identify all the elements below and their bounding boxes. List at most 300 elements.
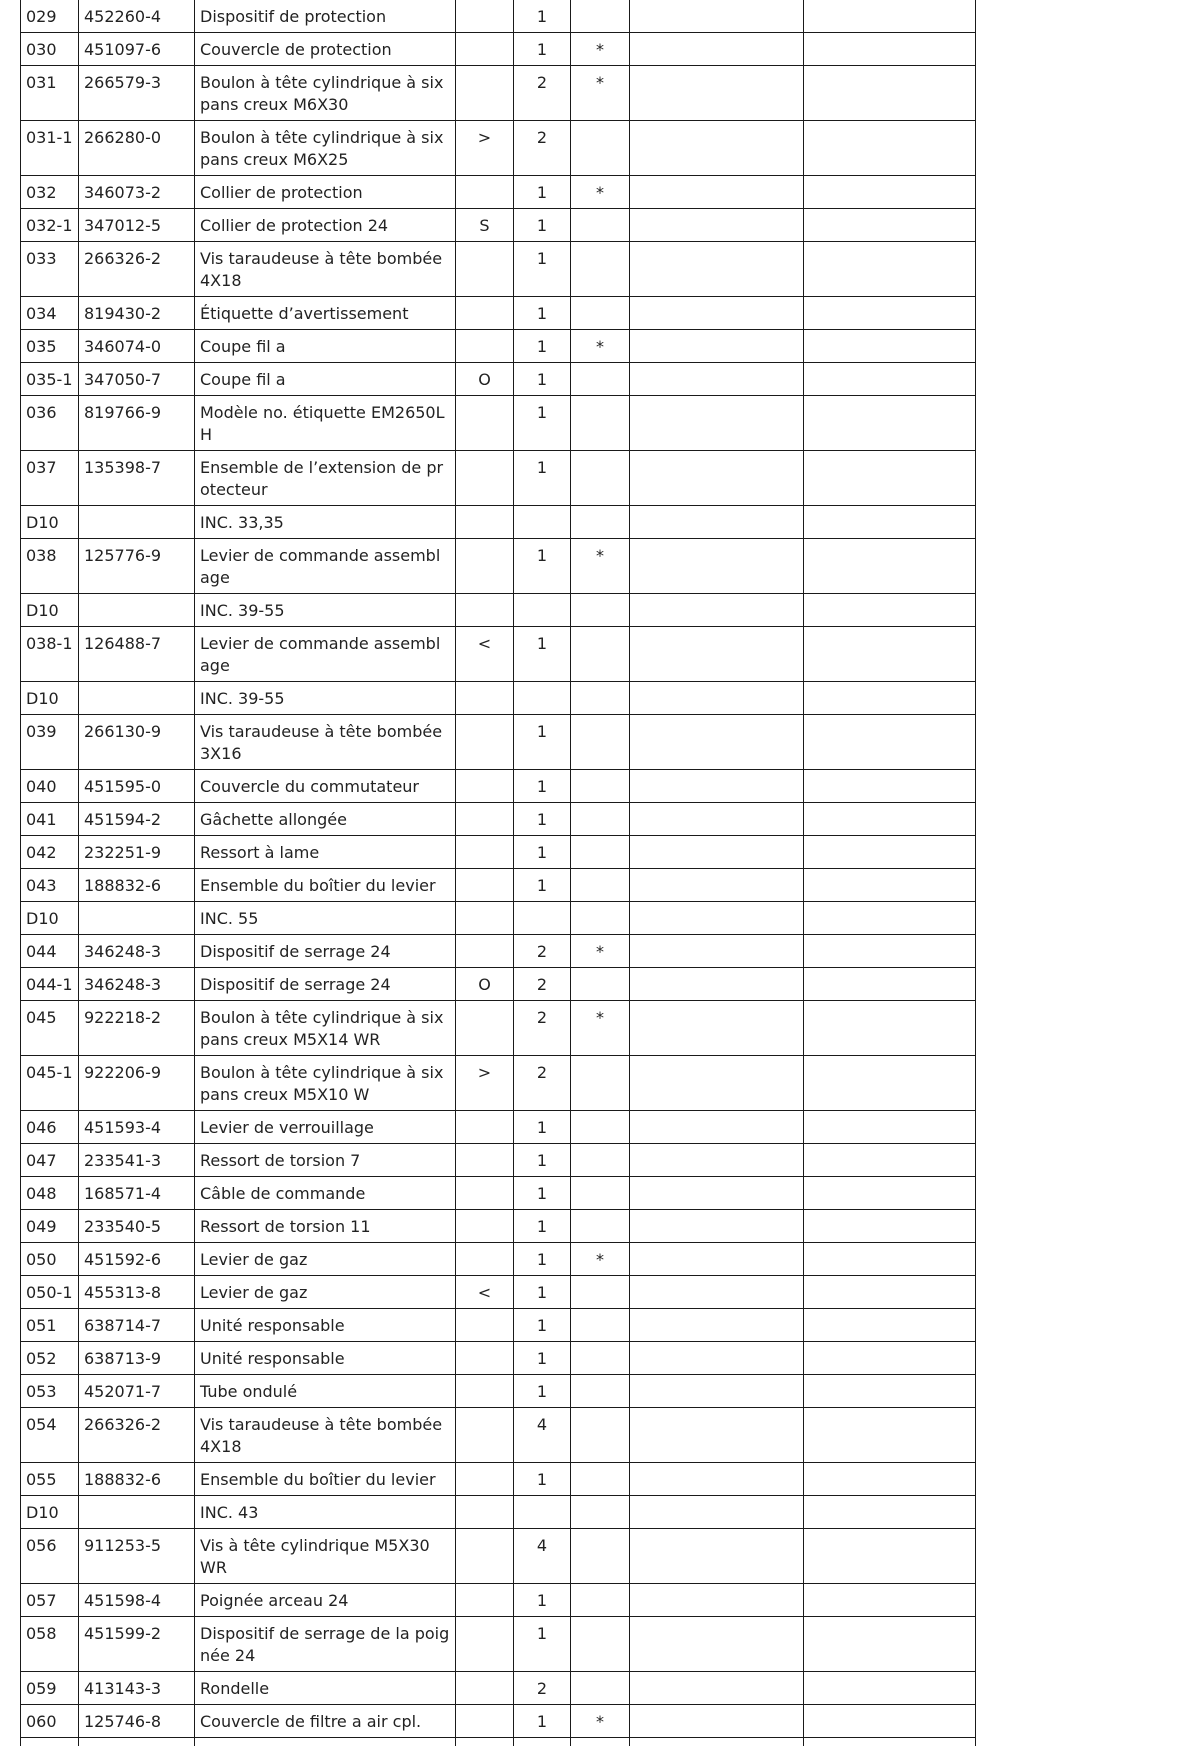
note-mark-cell: * — [571, 539, 630, 594]
marker-cell — [456, 682, 514, 715]
ref-cell: D10 — [21, 682, 79, 715]
blank-cell — [630, 396, 804, 451]
description-cell: Étiquette d’avertissement — [195, 297, 456, 330]
blank-cell — [630, 682, 804, 715]
quantity-cell: 1 — [514, 1617, 571, 1672]
quantity-cell — [514, 594, 571, 627]
blank-cell — [804, 1672, 976, 1705]
table-row — [21, 803, 976, 836]
marker-cell — [456, 1243, 514, 1276]
quantity-cell: 1 — [514, 1584, 571, 1617]
note-mark-cell — [571, 396, 630, 451]
quantity-cell: 1 — [514, 33, 571, 66]
marker-cell — [456, 1177, 514, 1210]
blank-cell — [630, 1309, 804, 1342]
note-mark-cell — [571, 242, 630, 297]
note-mark-cell: * — [571, 330, 630, 363]
blank-cell — [630, 451, 804, 506]
description-cell: INC. 43 — [195, 1496, 456, 1529]
description-cell: INC. 39-55 — [195, 682, 456, 715]
marker-cell — [456, 1496, 514, 1529]
table-row — [21, 1001, 976, 1056]
description-cell: Unité responsable — [195, 1342, 456, 1375]
blank-cell — [804, 1705, 976, 1738]
note-mark-cell — [571, 0, 630, 33]
quantity-cell: 1 — [514, 1111, 571, 1144]
blank-cell — [804, 176, 976, 209]
part-number-cell: 455313-8 — [79, 1276, 195, 1309]
description-cell: Ressort à lame — [195, 836, 456, 869]
blank-cell — [804, 836, 976, 869]
ref-cell: 031-1 — [21, 121, 79, 176]
quantity-cell: 2 — [514, 1056, 571, 1111]
quantity-cell: 2 — [514, 1672, 571, 1705]
blank-cell — [630, 66, 804, 121]
ref-cell: D10 — [21, 902, 79, 935]
marker-cell — [456, 0, 514, 33]
ref-cell: 035 — [21, 330, 79, 363]
table-row — [21, 1210, 976, 1243]
marker-cell — [456, 539, 514, 594]
description-cell: Levier de commande assemblage — [195, 539, 456, 594]
blank-cell — [804, 1276, 976, 1309]
quantity-cell: 1 — [514, 1309, 571, 1342]
blank-cell — [630, 1243, 804, 1276]
part-number-cell: 346074-0 — [79, 330, 195, 363]
part-number-cell: 266326-2 — [79, 1408, 195, 1463]
marker-cell — [456, 1463, 514, 1496]
description-cell: Ressort de torsion 11 — [195, 1210, 456, 1243]
note-mark-cell — [571, 682, 630, 715]
marker-cell — [456, 1408, 514, 1463]
ref-cell: 039 — [21, 715, 79, 770]
ref-cell: 030 — [21, 33, 79, 66]
ref-cell: 037 — [21, 451, 79, 506]
description-cell: Levier de commande assemblage — [195, 627, 456, 682]
quantity-cell — [514, 682, 571, 715]
quantity-cell: 1 — [514, 770, 571, 803]
marker-cell — [456, 836, 514, 869]
description-cell: Unité responsable — [195, 1309, 456, 1342]
part-number-cell: 346248-3 — [79, 935, 195, 968]
marker-cell — [456, 1111, 514, 1144]
table-row — [21, 1177, 976, 1210]
blank-cell — [804, 1056, 976, 1111]
ref-cell: 033 — [21, 242, 79, 297]
quantity-cell — [514, 506, 571, 539]
ref-cell: 038-1 — [21, 627, 79, 682]
blank-cell — [804, 539, 976, 594]
marker-cell — [456, 803, 514, 836]
blank-cell — [630, 363, 804, 396]
note-mark-cell: * — [571, 1705, 630, 1738]
note-mark-cell — [571, 1463, 630, 1496]
note-mark-cell — [571, 1276, 630, 1309]
blank-cell — [630, 1408, 804, 1463]
part-number-cell: 346248-3 — [79, 968, 195, 1001]
table-row — [21, 121, 976, 176]
description-cell: Couvercle de protection — [195, 33, 456, 66]
part-number-cell — [79, 682, 195, 715]
blank-cell — [804, 1243, 976, 1276]
ref-cell: 049 — [21, 1210, 79, 1243]
table-row — [21, 363, 976, 396]
description-cell: Ensemble du boîtier du levier — [195, 869, 456, 902]
ref-cell: 045-1 — [21, 1056, 79, 1111]
description-cell: Dispositif de protection — [195, 0, 456, 33]
ref-cell: 050-1 — [21, 1276, 79, 1309]
marker-cell — [456, 869, 514, 902]
description-cell: Coupe fil a — [195, 363, 456, 396]
blank-cell — [630, 209, 804, 242]
blank-cell — [804, 682, 976, 715]
description-cell: Câble de commande — [195, 1177, 456, 1210]
part-number-cell: 135398-7 — [79, 451, 195, 506]
blank-cell — [630, 1705, 804, 1738]
ref-cell: 050 — [21, 1243, 79, 1276]
marker-cell — [456, 1705, 514, 1738]
note-mark-cell — [571, 1342, 630, 1375]
blank-cell — [804, 121, 976, 176]
note-mark-cell: * — [571, 176, 630, 209]
blank-cell — [804, 968, 976, 1001]
blank-cell — [630, 594, 804, 627]
ref-cell: D10 — [21, 594, 79, 627]
table-row — [21, 968, 976, 1001]
table-row — [21, 715, 976, 770]
table-row — [21, 539, 976, 594]
blank-cell — [630, 1672, 804, 1705]
description-cell: Vis taraudeuse à tête bombée 4X18 — [195, 1408, 456, 1463]
part-number-cell: 922218-2 — [79, 1001, 195, 1056]
note-mark-cell — [571, 1496, 630, 1529]
blank-cell — [630, 297, 804, 330]
quantity-cell: 1 — [514, 1144, 571, 1177]
blank-cell — [79, 1738, 195, 1746]
marker-cell — [456, 770, 514, 803]
note-mark-cell — [571, 836, 630, 869]
quantity-cell: 1 — [514, 297, 571, 330]
table-row — [21, 1529, 976, 1584]
description-cell: Vis taraudeuse à tête bombée 4X18 — [195, 242, 456, 297]
quantity-cell: 2 — [514, 121, 571, 176]
blank-cell — [804, 935, 976, 968]
quantity-cell — [514, 1496, 571, 1529]
part-number-cell: 413143-3 — [79, 1672, 195, 1705]
quantity-cell: 1 — [514, 396, 571, 451]
blank-cell — [630, 902, 804, 935]
blank-cell — [804, 869, 976, 902]
marker-cell: < — [456, 627, 514, 682]
part-number-cell: 451598-4 — [79, 1584, 195, 1617]
table-row — [21, 1243, 976, 1276]
ref-cell: 031 — [21, 66, 79, 121]
ref-cell: 045 — [21, 1001, 79, 1056]
quantity-cell: 1 — [514, 1375, 571, 1408]
description-cell: Boulon à tête cylindrique à six pans creux M5X14 WR — [195, 1001, 456, 1056]
blank-cell — [571, 1738, 630, 1746]
quantity-cell: 1 — [514, 1177, 571, 1210]
part-number-cell: 233541-3 — [79, 1144, 195, 1177]
table-row — [21, 33, 976, 66]
table-row — [21, 935, 976, 968]
quantity-cell: 1 — [514, 209, 571, 242]
description-cell: Vis taraudeuse à tête bombée 3X16 — [195, 715, 456, 770]
note-mark-cell: * — [571, 935, 630, 968]
part-number-cell: 125746-8 — [79, 1705, 195, 1738]
marker-cell — [456, 1375, 514, 1408]
ref-cell: D10 — [21, 506, 79, 539]
table-row — [21, 1617, 976, 1672]
part-number-cell: 266280-0 — [79, 121, 195, 176]
table-row — [21, 1144, 976, 1177]
quantity-cell: 1 — [514, 869, 571, 902]
table-row — [21, 869, 976, 902]
marker-cell — [456, 1584, 514, 1617]
blank-cell — [21, 1738, 79, 1746]
marker-cell — [456, 1529, 514, 1584]
part-number-cell: 347050-7 — [79, 363, 195, 396]
part-number-cell: 232251-9 — [79, 836, 195, 869]
blank-cell — [804, 330, 976, 363]
quantity-cell: 1 — [514, 1210, 571, 1243]
description-cell: Gâchette allongée — [195, 803, 456, 836]
part-number-cell: 266579-3 — [79, 66, 195, 121]
blank-cell — [630, 0, 804, 33]
part-number-cell: 347012-5 — [79, 209, 195, 242]
ref-cell: 032-1 — [21, 209, 79, 242]
part-number-cell — [79, 506, 195, 539]
table-row — [21, 209, 976, 242]
part-number-cell: 451594-2 — [79, 803, 195, 836]
table-row — [21, 1408, 976, 1463]
blank-cell — [630, 770, 804, 803]
note-mark-cell: * — [571, 66, 630, 121]
parts-table-body — [21, 0, 976, 1746]
table-row — [21, 682, 976, 715]
ref-cell: 029 — [21, 0, 79, 33]
ref-cell: 044 — [21, 935, 79, 968]
marker-cell — [456, 396, 514, 451]
description-cell: Boulon à tête cylindrique à six pans creux M6X25 — [195, 121, 456, 176]
description-cell: INC. 39-55 — [195, 594, 456, 627]
note-mark-cell — [571, 1111, 630, 1144]
table-row — [21, 1111, 976, 1144]
marker-cell — [456, 297, 514, 330]
note-mark-cell — [571, 1210, 630, 1243]
description-cell: Dispositif de serrage de la poignée 24 — [195, 1617, 456, 1672]
table-row — [21, 242, 976, 297]
quantity-cell: 1 — [514, 1705, 571, 1738]
table-row — [21, 1496, 976, 1529]
part-number-cell: 168571-4 — [79, 1177, 195, 1210]
note-mark-cell — [571, 451, 630, 506]
note-mark-cell — [571, 627, 630, 682]
part-number-cell: 125776-9 — [79, 539, 195, 594]
part-number-cell: 266130-9 — [79, 715, 195, 770]
ref-cell: 056 — [21, 1529, 79, 1584]
table-row — [21, 66, 976, 121]
description-cell: Dispositif de serrage 24 — [195, 935, 456, 968]
blank-cell — [630, 539, 804, 594]
marker-cell — [456, 715, 514, 770]
ref-cell: 060 — [21, 1705, 79, 1738]
marker-cell — [456, 66, 514, 121]
description-cell: Levier de gaz — [195, 1243, 456, 1276]
marker-cell: S — [456, 209, 514, 242]
marker-cell — [456, 1617, 514, 1672]
blank-cell — [804, 770, 976, 803]
blank-cell — [804, 396, 976, 451]
blank-cell — [804, 1144, 976, 1177]
ref-cell: D10 — [21, 1496, 79, 1529]
marker-cell: O — [456, 968, 514, 1001]
parts-table — [20, 0, 976, 1746]
description-cell: Ressort de torsion 7 — [195, 1144, 456, 1177]
marker-cell — [456, 330, 514, 363]
table-row — [21, 1584, 976, 1617]
note-mark-cell — [571, 1375, 630, 1408]
ref-cell: 057 — [21, 1584, 79, 1617]
table-row — [21, 297, 976, 330]
note-mark-cell: * — [571, 1243, 630, 1276]
blank-cell — [804, 1342, 976, 1375]
ref-cell: 053 — [21, 1375, 79, 1408]
blank-cell — [804, 1617, 976, 1672]
blank-cell — [804, 1177, 976, 1210]
part-number-cell: 452260-4 — [79, 0, 195, 33]
part-number-cell: 233540-5 — [79, 1210, 195, 1243]
description-cell: Dispositif de serrage 24 — [195, 968, 456, 1001]
note-mark-cell — [571, 121, 630, 176]
marker-cell — [456, 594, 514, 627]
table-row — [21, 330, 976, 363]
blank-cell — [630, 1342, 804, 1375]
description-cell: Boulon à tête cylindrique à six pans creux M6X30 — [195, 66, 456, 121]
table-row — [21, 770, 976, 803]
ref-cell: 051 — [21, 1309, 79, 1342]
description-cell: Coupe fil a — [195, 330, 456, 363]
part-number-cell: 451592-6 — [79, 1243, 195, 1276]
blank-cell — [630, 935, 804, 968]
ref-cell: 048 — [21, 1177, 79, 1210]
blank-cell — [804, 803, 976, 836]
marker-cell — [456, 242, 514, 297]
table-row — [21, 836, 976, 869]
blank-cell — [804, 1375, 976, 1408]
quantity-cell: 1 — [514, 176, 571, 209]
blank-cell — [804, 209, 976, 242]
note-mark-cell — [571, 209, 630, 242]
ref-cell: 038 — [21, 539, 79, 594]
blank-cell — [630, 627, 804, 682]
part-number-cell: 451593-4 — [79, 1111, 195, 1144]
blank-cell — [804, 1309, 976, 1342]
description-cell: Levier de gaz — [195, 1276, 456, 1309]
blank-cell — [514, 1738, 571, 1746]
quantity-cell — [514, 902, 571, 935]
marker-cell: > — [456, 121, 514, 176]
blank-cell — [630, 242, 804, 297]
quantity-cell: 1 — [514, 539, 571, 594]
description-cell: Collier de protection — [195, 176, 456, 209]
blank-cell — [630, 506, 804, 539]
blank-cell — [804, 1111, 976, 1144]
ref-cell: 040 — [21, 770, 79, 803]
quantity-cell: 2 — [514, 968, 571, 1001]
blank-cell — [804, 1001, 976, 1056]
description-cell: Ensemble du boîtier du levier — [195, 1463, 456, 1496]
quantity-cell: 1 — [514, 836, 571, 869]
part-number-cell: 922206-9 — [79, 1056, 195, 1111]
note-mark-cell — [571, 1617, 630, 1672]
description-cell: Couvercle du commutateur — [195, 770, 456, 803]
quantity-cell: 2 — [514, 1001, 571, 1056]
blank-cell — [630, 176, 804, 209]
description-cell: Couvercle de filtre a air cpl. — [195, 1705, 456, 1738]
blank-cell — [804, 1496, 976, 1529]
table-row — [21, 1309, 976, 1342]
quantity-cell: 1 — [514, 1342, 571, 1375]
table-row — [21, 1705, 976, 1738]
quantity-cell: 1 — [514, 451, 571, 506]
note-mark-cell — [571, 803, 630, 836]
table-row — [21, 1056, 976, 1111]
blank-cell — [630, 1463, 804, 1496]
ref-cell: 054 — [21, 1408, 79, 1463]
blank-cell — [630, 33, 804, 66]
marker-cell — [456, 451, 514, 506]
part-number-cell: 188832-6 — [79, 1463, 195, 1496]
marker-cell — [456, 1342, 514, 1375]
ref-cell: 052 — [21, 1342, 79, 1375]
ref-cell: 041 — [21, 803, 79, 836]
note-mark-cell — [571, 1672, 630, 1705]
part-number-cell — [79, 902, 195, 935]
blank-cell — [630, 1375, 804, 1408]
marker-cell — [456, 1001, 514, 1056]
blank-cell — [804, 506, 976, 539]
marker-cell — [456, 1210, 514, 1243]
note-mark-cell: * — [571, 33, 630, 66]
blank-cell — [804, 1463, 976, 1496]
blank-cell — [630, 1056, 804, 1111]
table-row — [21, 1463, 976, 1496]
note-mark-cell — [571, 770, 630, 803]
blank-cell — [630, 1144, 804, 1177]
blank-cell — [804, 627, 976, 682]
blank-cell — [804, 1584, 976, 1617]
quantity-cell: 1 — [514, 363, 571, 396]
table-row — [21, 396, 976, 451]
note-mark-cell — [571, 1529, 630, 1584]
note-mark-cell — [571, 902, 630, 935]
ref-cell: 059 — [21, 1672, 79, 1705]
note-mark-cell — [571, 1309, 630, 1342]
blank-cell — [804, 1738, 976, 1746]
note-mark-cell — [571, 1144, 630, 1177]
blank-cell — [630, 1210, 804, 1243]
blank-cell — [630, 1738, 804, 1746]
ref-cell: 055 — [21, 1463, 79, 1496]
part-number-cell: 346073-2 — [79, 176, 195, 209]
note-mark-cell — [571, 506, 630, 539]
description-cell: INC. 33,35 — [195, 506, 456, 539]
description-cell: Vis à tête cylindrique M5X30 WR — [195, 1529, 456, 1584]
blank-cell — [630, 1584, 804, 1617]
part-number-cell: 638713-9 — [79, 1342, 195, 1375]
description-cell: Modèle no. étiquette EM2650LH — [195, 396, 456, 451]
